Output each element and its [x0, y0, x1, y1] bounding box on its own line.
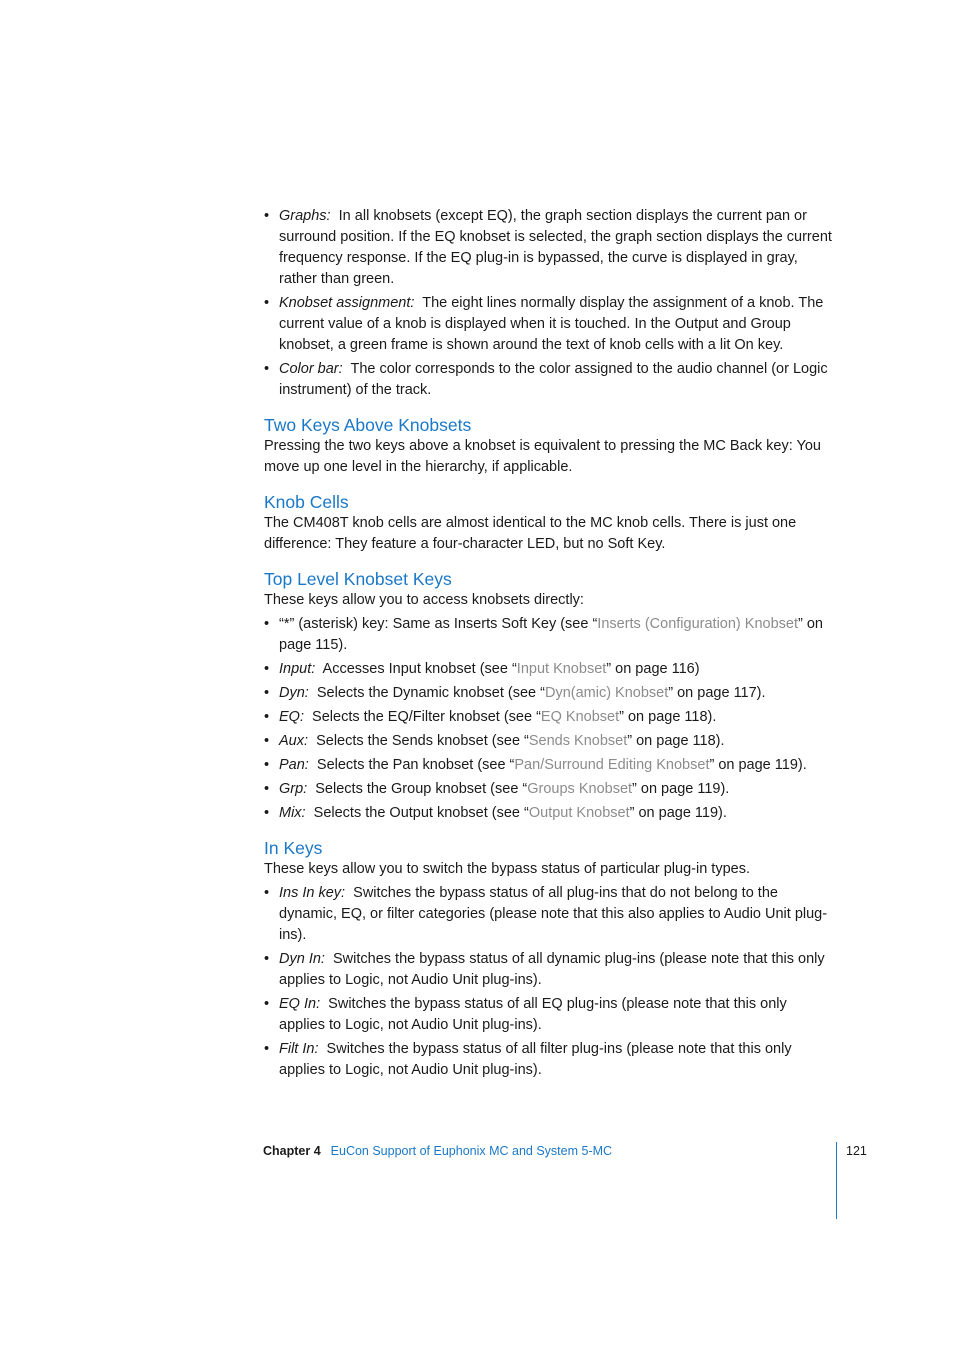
- key-term: Dyn:: [279, 685, 309, 701]
- two-keys-body: Pressing the two keys above a knobset is equivalent to pressing the MC Back key: You move up one level in the hierarchy, if applicable.: [264, 438, 821, 475]
- cross-reference-link[interactable]: Groups Knobset: [527, 781, 633, 797]
- key-term: Ins In key:: [279, 885, 346, 901]
- in-keys-intro: These keys allow you to switch the bypass status of particular plug-in types.: [264, 861, 750, 877]
- list-item: [264, 359, 836, 401]
- in-key-list: [264, 883, 836, 1081]
- key-term: Dyn In:: [279, 951, 325, 967]
- key-term: Input:: [279, 661, 316, 677]
- key-term: Grp:: [279, 781, 308, 797]
- top-level-key-list: [264, 614, 836, 824]
- list-item: [264, 206, 836, 290]
- footer-chapter: Chapter 4: [263, 1144, 321, 1158]
- list-item: • Input: Accesses Input knobset (see “Input Knobset” on page 116): [264, 659, 836, 680]
- key-term: EQ In:: [279, 996, 321, 1012]
- list-item: • EQ: Selects the EQ/Filter knobset (see “EQ Knobset” on page 118).: [264, 707, 836, 728]
- cross-reference-link[interactable]: EQ Knobset: [540, 709, 620, 725]
- bullet-term: Color bar:: [279, 361, 343, 377]
- cross-reference-link[interactable]: Inserts (Configuration) Knobset: [597, 616, 798, 632]
- list-item: [264, 293, 836, 356]
- key-term: Filt In:: [279, 1041, 319, 1057]
- page-number: 121: [846, 1144, 867, 1158]
- list-item: • Ins In key: Switches the bypass status of all plug-ins that do not belong to the dynamic, EQ, or filter categories (please note that this also applies to Audio Unit plug-ins).: [264, 883, 836, 946]
- list-item: • Pan: Selects the Pan knobset (see “Pan/Surround Editing Knobset” on page 119).: [264, 755, 836, 776]
- bullet-text: The eight lines normally display the assignment of a knob. The current value of a knob is displayed when it is touched. In the Output and Group knobset, a green frame is shown around the text of knob cells with a lit On key.: [279, 295, 824, 353]
- bullet-term: Graphs:: [279, 208, 331, 224]
- page-content: [264, 206, 836, 1084]
- list-item: • Grp: Selects the Group knobset (see “Groups Knobset” on page 119).: [264, 779, 836, 800]
- key-term: Mix:: [279, 805, 306, 821]
- cross-reference-link[interactable]: Input Knobset: [516, 661, 607, 677]
- key-term: Pan:: [279, 757, 309, 773]
- cross-reference-link[interactable]: Sends Knobset: [528, 733, 628, 749]
- bullet-term: Knobset assignment:: [279, 295, 415, 311]
- display-bullet-list: [264, 206, 836, 401]
- list-item: • Dyn In: Switches the bypass status of all dynamic plug-ins (please note that this only applies to Logic, not Audio Unit plug-ins).: [264, 949, 836, 991]
- heading-in-keys: In Keys: [264, 838, 323, 858]
- list-item: • “*” (asterisk) key: Same as Inserts Soft Key (see “Inserts (Configuration) Knobset” on page 115).: [264, 614, 836, 656]
- heading-knob-cells: Knob Cells: [264, 492, 349, 512]
- heading-top-level-keys: Top Level Knobset Keys: [264, 569, 452, 589]
- bullet-text: The color corresponds to the color assigned to the audio channel (or Logic instrument) of the track.: [279, 361, 828, 398]
- list-item: • Filt In: Switches the bypass status of all filter plug-ins (please note that this only applies to Logic, not Audio Unit plug-ins).: [264, 1039, 836, 1081]
- list-item: • Dyn: Selects the Dynamic knobset (see “Dyn(amic) Knobset” on page 117).: [264, 683, 836, 704]
- footer-chapter-title: EuCon Support of Euphonix MC and System 5-MC: [330, 1144, 613, 1158]
- list-item: • Mix: Selects the Output knobset (see “Output Knobset” on page 119).: [264, 803, 836, 824]
- page-footer: [263, 1143, 612, 1159]
- key-term: Aux:: [279, 733, 309, 749]
- list-item: • Aux: Selects the Sends knobset (see “Sends Knobset” on page 118).: [264, 731, 836, 752]
- bullet-text: In all knobsets (except EQ), the graph section displays the current pan or surround position. If the EQ knobset is selected, the graph section displays the current frequency response. If the EQ plug-in is bypassed, the curve is displayed in gray, rather than green.: [279, 208, 832, 287]
- list-item: • EQ In: Switches the bypass status of all EQ plug-ins (please note that this only applies to Logic, not Audio Unit plug-ins).: [264, 994, 836, 1036]
- key-term: EQ:: [279, 709, 304, 725]
- top-level-intro: These keys allow you to access knobsets directly:: [264, 592, 584, 608]
- knob-cells-body: The CM408T knob cells are almost identical to the MC knob cells. There is just one difference: They feature a four-character LED, but no Soft Key.: [264, 515, 797, 552]
- footer-divider: [836, 1142, 837, 1219]
- cross-reference-link[interactable]: Output Knobset: [528, 805, 630, 821]
- cross-reference-link[interactable]: Dyn(amic) Knobset: [544, 685, 669, 701]
- heading-two-keys: Two Keys Above Knobsets: [264, 415, 472, 435]
- cross-reference-link[interactable]: Pan/Surround Editing Knobset: [514, 757, 710, 773]
